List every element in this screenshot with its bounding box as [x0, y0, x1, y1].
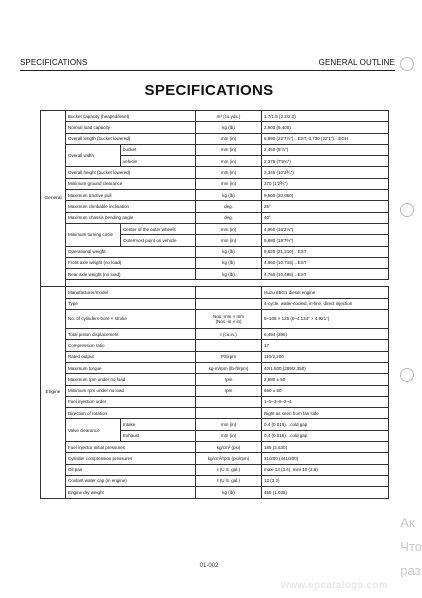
spec-sublabel: bucket	[121, 144, 196, 155]
spec-value: 4,950 (16′2⅛″)	[262, 223, 389, 234]
spec-value: 4,760 (10,495)…EST	[262, 269, 389, 280]
watermark-text	[400, 511, 422, 583]
spec-value: 3,345 (10′3⅗″)	[262, 167, 389, 178]
spec-sublabel: Exhaust	[121, 430, 196, 441]
spec-unit: mm (in)	[196, 156, 262, 167]
spec-label: Valve clearance	[66, 419, 121, 442]
spec-unit: ℓ (U.S. gal.)	[196, 475, 262, 486]
spec-sublabel: Intake	[121, 419, 196, 430]
table-row	[41, 453, 389, 464]
table-row	[41, 287, 389, 298]
table-row	[41, 269, 389, 280]
spec-value: 40°	[262, 212, 389, 223]
table-row	[41, 201, 389, 212]
spec-label: Operational weight	[66, 246, 196, 257]
spec-label: Minimum rpm under no load	[66, 385, 196, 396]
spec-unit: rpm	[196, 385, 262, 396]
spec-label: Cylinder compression pressures	[66, 453, 196, 464]
site-watermark: www.epcatalogs.com	[281, 580, 388, 591]
watermark-line: Ак	[400, 515, 415, 530]
spec-unit	[196, 287, 262, 298]
table-row	[41, 464, 389, 475]
spec-unit: kg (lb)	[196, 122, 262, 133]
spec-sublabel: Outermost point on vehicle	[121, 235, 196, 246]
spec-value: 2,450 (8′½″)	[262, 144, 389, 155]
spec-unit: mm (in)	[196, 223, 262, 234]
spec-value: 12 (3.2)	[262, 475, 389, 486]
spec-label: Maximum chassis bending angle	[66, 212, 196, 223]
table-row	[41, 329, 389, 340]
header-rule	[20, 70, 395, 71]
spec-value: 1–5–3–6–2–4	[262, 396, 389, 407]
spec-label: Total piston displacement	[66, 329, 196, 340]
spec-label: Bucket capacity (heaped/level)	[66, 111, 196, 122]
spec-unit: ℓ (U.S. gal.)	[196, 464, 262, 475]
spec-value: 6–105 × 125 (6–4.134″ × 4.921″)	[262, 310, 389, 329]
spec-value: maxi 13 (3.4), mini 10 (2.6)	[262, 464, 389, 475]
spec-label: Overall width	[66, 144, 121, 167]
spec-label: Engine dry weight	[66, 487, 196, 498]
table-row	[41, 190, 389, 201]
spec-label: Type	[66, 298, 196, 309]
spec-unit: mm (in)	[196, 144, 262, 155]
spec-unit: kg/cm² (psi)	[196, 442, 262, 453]
table-row	[41, 212, 389, 223]
spec-unit: mm (in)	[196, 430, 262, 441]
spec-unit: kg (lb)	[196, 269, 262, 280]
table-row	[41, 351, 389, 362]
spec-label: Fuel injection order	[66, 396, 196, 407]
spec-label: Normal load capacity	[66, 122, 196, 133]
spec-label: Maximum torque	[66, 362, 196, 373]
spec-value: 6,494 (396)	[262, 329, 389, 340]
spec-unit: mm (in)	[196, 167, 262, 178]
spec-label: Minimum turning circle	[66, 223, 121, 246]
table-row	[41, 374, 389, 385]
spec-value: 5,680 (18′7⅔″)	[262, 235, 389, 246]
spec-table	[40, 110, 389, 499]
table-row	[41, 133, 389, 144]
spec-unit: deg.	[196, 201, 262, 212]
spec-label: Oil pan	[66, 464, 196, 475]
spec-unit: kg (lb)	[196, 190, 262, 201]
spec-value: 465 (1,035)	[262, 487, 389, 498]
spec-label: Overall length (bucket lowered)	[66, 133, 196, 144]
spec-value: 185 (2,630)	[262, 442, 389, 453]
table-row	[41, 167, 389, 178]
spec-value: 40/1,500 (289/2,350)	[262, 362, 389, 373]
spec-unit: m³ (cu.yds.)	[196, 111, 262, 122]
binder-hole	[400, 57, 414, 71]
header-chapter-title: GENERAL OUTLINE	[318, 58, 395, 67]
spec-unit	[196, 298, 262, 309]
spec-label: Compression ratio	[66, 340, 196, 351]
spec-sublabel: vehicle	[121, 156, 196, 167]
spec-unit: kg/cm²/rpm (psi/rpm)	[196, 453, 262, 464]
table-row	[41, 144, 389, 155]
spec-value: 6,890 (22′7½″)…EST, 6,730 (22′1″)…EGH	[262, 133, 389, 144]
table-row	[41, 442, 389, 453]
spec-value: 9,500 (20,950)	[262, 190, 389, 201]
spec-unit: PS/rpm	[196, 351, 262, 362]
table-row	[41, 257, 389, 268]
spec-value: 0.4 (0.016)…cold gap	[262, 419, 389, 430]
watermark-line: раз	[400, 563, 421, 578]
watermark-line: Что	[400, 539, 422, 554]
table-row	[41, 487, 389, 498]
spec-label: Rear axle weight (no load)	[66, 269, 196, 280]
table-row	[41, 111, 389, 122]
table-row	[41, 122, 389, 133]
header-section-title: SPECIFICATIONS	[20, 58, 88, 67]
spec-value: 650 ± 50	[262, 385, 389, 396]
table-row	[41, 178, 389, 189]
spec-value: 4,860 (10,715)…EST	[262, 257, 389, 268]
spec-label: Maximum tractive pull	[66, 190, 196, 201]
table-row	[41, 362, 389, 373]
table-row	[41, 385, 389, 396]
page-title: SPECIFICATIONS	[144, 82, 274, 99]
spec-label: Fuel injector initial pressures	[66, 442, 196, 453]
spec-unit: kg (lb)	[196, 257, 262, 268]
table-row	[41, 419, 389, 430]
table-row	[41, 310, 389, 329]
spec-unit: mm (in)	[196, 178, 262, 189]
spec-value: Isuzu 6BG1 diesel engine	[262, 287, 389, 298]
spec-unit: deg.	[196, 212, 262, 223]
page-number: 01-002	[199, 563, 219, 569]
table-row	[41, 408, 389, 419]
spec-unit: mm (in)	[196, 235, 262, 246]
spec-label: Rated output	[66, 351, 196, 362]
spec-unit	[196, 408, 262, 419]
binder-hole	[400, 203, 414, 217]
spec-unit: kg-m/rpm (lb-ft/rpm)	[196, 362, 262, 373]
spec-value: 2,900 (6,400)	[262, 122, 389, 133]
spec-value: 25°	[262, 201, 389, 212]
spec-value: Right as seen from fan side	[262, 408, 389, 419]
spec-label: Front axle weight (no load)	[66, 257, 196, 268]
spec-value: 2,375 (7′9¾″)	[262, 156, 389, 167]
group-label-general: General	[41, 111, 66, 287]
spec-value: 1.7/1.5 (2.2/2.0)	[262, 111, 389, 122]
binder-hole	[400, 368, 414, 382]
spec-value: 370 (1′2⅗″)	[262, 178, 389, 189]
spec-label: Maximum climbable inclination	[66, 201, 196, 212]
spec-unit: mm (in)	[196, 133, 262, 144]
table-row	[41, 223, 389, 234]
spec-unit: kg (lb)	[196, 246, 262, 257]
spec-value: 9,620 (21,210)…EST	[262, 246, 389, 257]
spec-value: 2,580 ± 50	[262, 374, 389, 385]
table-row	[41, 475, 389, 486]
spec-label: Coolant water cap (in engine)	[66, 475, 196, 486]
spec-label: Minimum ground clearance	[66, 178, 196, 189]
spec-sublabel: Center of the outer wheels	[121, 223, 196, 234]
table-row	[41, 340, 389, 351]
spec-label: Direction of rotation	[66, 408, 196, 419]
spec-unit: mm (in)	[196, 419, 262, 430]
spec-value: 0.4 (0.016)…cold gap	[262, 430, 389, 441]
table-row	[41, 396, 389, 407]
spec-label: Maximum rpm under no load	[66, 374, 196, 385]
table-row	[41, 246, 389, 257]
spec-label: No. of cylinders-bore × stroke	[66, 310, 196, 329]
spec-unit: kg (lb)	[196, 487, 262, 498]
group-label-engine: Engine	[41, 287, 66, 498]
spec-unit: rpm	[196, 374, 262, 385]
spec-value: 4-cycle, water-cooled, in-line, direct injection	[262, 298, 389, 309]
spec-value: 17	[262, 340, 389, 351]
spec-unit	[196, 340, 262, 351]
spec-unit: ℓ (cu.in.)	[196, 329, 262, 340]
spec-unit: Nos.-mm × mm (Nos.-in × in)	[196, 310, 262, 329]
table-row	[41, 298, 389, 309]
spec-value: 110/2,200	[262, 351, 389, 362]
spec-unit	[196, 396, 262, 407]
spec-value: 31/200 (441/200)	[262, 453, 389, 464]
spec-label: Manufacturer/model	[66, 287, 196, 298]
spec-label: Overall height (bucket lowered)	[66, 167, 196, 178]
